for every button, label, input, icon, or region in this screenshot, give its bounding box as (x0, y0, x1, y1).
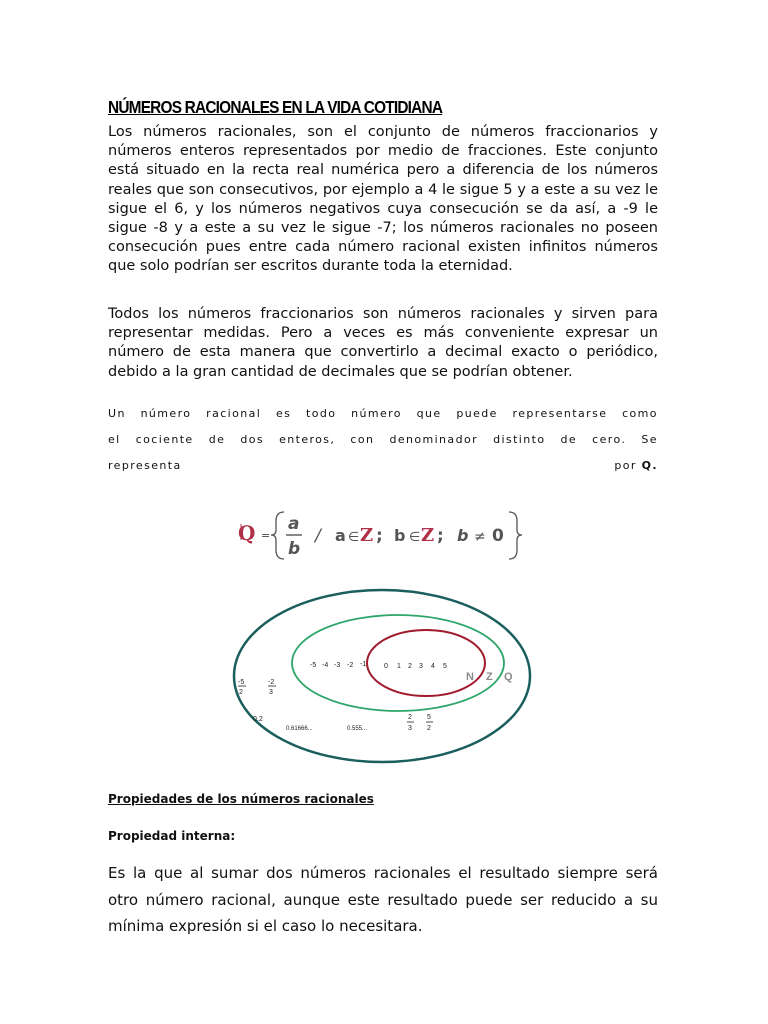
naturals-label: N (466, 671, 474, 683)
definition-word: Se (641, 433, 658, 446)
definition-word: denominador (389, 433, 479, 446)
fraction-denominator: 3 (269, 689, 273, 696)
definition-word: el (108, 433, 121, 446)
fraction-denominator: 2 (239, 689, 243, 696)
right-brace (509, 512, 522, 559)
z-set-symbol: Z (421, 525, 435, 546)
definition-word: número (140, 407, 192, 420)
definition-word: cociente (135, 433, 194, 446)
rationals-label: Q (504, 671, 513, 683)
denominator: b (288, 539, 301, 559)
rational-set-formula (236, 508, 536, 562)
definition-word: de (560, 433, 578, 446)
definition-word: de (208, 433, 226, 446)
fraction-numerator: 2 (408, 714, 412, 721)
definition-word: que (416, 407, 442, 420)
left-brace (271, 512, 284, 559)
numerator: a (288, 514, 300, 534)
decimal-number: 0.555... (347, 726, 368, 732)
separator: ; (376, 526, 383, 546)
fractions-paragraph: Todos los números fraccionarios son números racionales y sirven para representar medidas. Pero a veces es más conveniente expresar un número de esta manera que convertirlo a decimal exacto o periódico, debido a la gran cantidad de decimales que se podrían obtener. (108, 306, 658, 380)
negative-integer: -2 (347, 662, 354, 669)
definition-word: número (351, 407, 402, 420)
definition-line (108, 401, 658, 427)
definition-word: por Q. (614, 459, 658, 472)
intro-paragraph: Los números racionales, son el conjunto de números fraccionarios y números enteros representados por medio de fracciones. Este conjunto está situado en la recta real numérica pero a diferencia de los números reales que son consecutivos, por ejemplo a 4 le sigue 5 y a este a su vez le sigue el 6, y los números negativos cuya consecución se da así, a -9 le sigue -8 y a este a su vez le sigue -7; los números racionales no poseen consecución pues entre cada número racional existen infinitos números que solo podrían ser escritos durante toda la eternidad. (108, 124, 658, 275)
definition-word: puede (456, 407, 498, 420)
internal-property-paragraph: Es la que al sumar dos números racionales el resultado siempre será otro número racional, aunque este resultado puede ser reducido a su mínima expresión si el caso lo necesitara. (108, 864, 658, 935)
not-equal-symbol: ≠ (474, 529, 486, 545)
definition-word: racional (206, 407, 262, 420)
definition-word: representa (108, 459, 182, 472)
fraction-numerator: 5 (427, 714, 431, 721)
definition-line (108, 427, 658, 453)
var-a: a (335, 526, 346, 545)
decimal-number: 0.2 (253, 716, 263, 723)
z-set-symbol: Z (360, 525, 374, 546)
var-b: b (394, 526, 406, 545)
number-sets-diagram (230, 588, 540, 768)
q-set-symbol: Q (238, 521, 256, 545)
member-symbol: ∈ (409, 530, 421, 545)
equals-sign: = (261, 529, 271, 542)
natural-number: 2 (408, 663, 412, 670)
fraction-numerator: -2 (268, 679, 275, 686)
definition-word: enteros, (279, 433, 336, 446)
negative-integer: -4 (322, 662, 329, 669)
definition-word: como (622, 407, 658, 420)
subsection-title: Propiedad interna: (108, 829, 236, 843)
decimal-number: 0.61666... (286, 726, 313, 732)
separator: ; (437, 526, 444, 546)
definition-word: distinto (493, 433, 546, 446)
natural-number: 3 (419, 663, 423, 670)
integers-label: Z (486, 671, 493, 683)
page-title: NÚMEROS RACIONALES EN LA VIDA COTIDIANA (108, 97, 443, 117)
definition-word: dos (240, 433, 264, 446)
fraction-denominator: 3 (408, 725, 412, 732)
fraction-denominator: 2 (427, 725, 431, 732)
definition-line (108, 453, 658, 479)
definition-word: representarse (512, 407, 608, 420)
definition-word: con (350, 433, 375, 446)
negative-integer: -1 (360, 661, 367, 668)
definition-word: es (275, 407, 292, 420)
var-b: b (457, 526, 469, 545)
natural-number: 1 (397, 663, 401, 670)
natural-number: 5 (443, 663, 447, 670)
definition-word: Un (108, 407, 126, 420)
member-symbol: ∈ (348, 530, 360, 545)
negative-integer: -3 (334, 662, 341, 669)
definition-word: todo (306, 407, 337, 420)
fraction-numerator: -5 (238, 679, 245, 686)
zero: 0 (492, 526, 504, 546)
natural-number: 4 (431, 663, 435, 670)
section-title: Propiedades de los números racionales (108, 792, 374, 806)
negative-integer: -5 (310, 662, 317, 669)
definition-word: cero. (592, 433, 627, 446)
q-symbol: Q. (641, 459, 658, 472)
slash: / (315, 526, 321, 546)
natural-number: 0 (384, 663, 388, 670)
definition-paragraph (108, 401, 658, 479)
